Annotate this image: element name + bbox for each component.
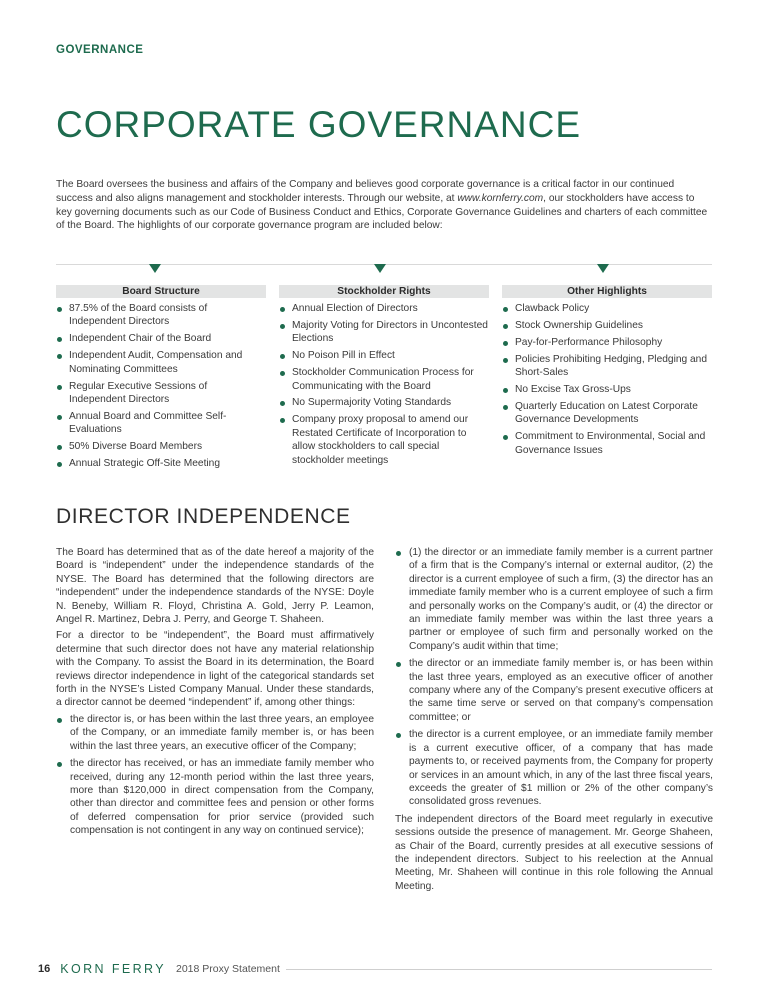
- intro-text-end: , our stockholders have access to key governing documents such as our Code of Business Conduct and Ethics, Corporate Governance Guidelines and charters of each committee of the Board. The highlights of our corporate governance program are included below:: [56, 192, 708, 232]
- list-item: Quarterly Education on Latest Corporate Governance Developments: [502, 400, 712, 427]
- list-item: 50% Diverse Board Members: [56, 440, 266, 453]
- page-footer: [38, 960, 712, 978]
- list-item: Independent Chair of the Board: [56, 332, 266, 345]
- list-item: Majority Voting for Directors in Uncontested Elections: [279, 319, 489, 346]
- section-label: GOVERNANCE: [56, 44, 144, 56]
- page-number: 16: [38, 963, 51, 975]
- list-item: Annual Strategic Off-Site Meeting: [56, 457, 266, 470]
- list-item: Stockholder Communication Process for Communicating with the Board: [279, 366, 489, 393]
- column-heading: Stockholder Rights: [279, 285, 489, 298]
- list-item: Independent Audit, Compensation and Nominating Committees: [56, 349, 266, 376]
- highlights-list: [279, 302, 489, 470]
- list-item: Annual Election of Directors: [279, 302, 489, 315]
- list-item: 87.5% of the Board consists of Independent Directors: [56, 302, 266, 329]
- criteria-list: [395, 546, 713, 809]
- highlights-list: [56, 302, 266, 474]
- list-item: Company proxy proposal to amend our Restated Certificate of Incorporation to allow stockholders to call special stockholder meetings: [279, 413, 489, 467]
- list-item: No Poison Pill in Effect: [279, 349, 489, 362]
- body-paragraph: The Board has determined that as of the date hereof a majority of the Board is “independent” under the independence standards of the NYSE. The Board has determined that the following directors are “independent” under the independence standards of the NYSE: Doyle N. Beneby, William R. Floyd, Christina A. Gold, Jerry P. Leamon, Angel R. Martinez, Debra J. Perry, and George T. Shaheen.: [56, 547, 374, 626]
- body-column-left: [56, 546, 374, 842]
- down-arrow-icon: [597, 264, 609, 273]
- body-paragraph: For a director to be “independent”, the Board must affirmatively determine that such director does not have any material relationship with the Company. To assist the Board in its determination, the Board reviews director independence in light of the categorical standards set forth in the NYSE’s Listed Company Manual. Under these standards, a director cannot be deemed “independent” if, among other things:: [56, 630, 374, 709]
- list-item: Stock Ownership Guidelines: [502, 319, 712, 332]
- list-item: Regular Executive Sessions of Independent Directors: [56, 380, 266, 407]
- intro-text-start: The Board oversees the business and affairs of the Company and believes good corporate governance is a critical factor in our continued success and also aligns management and stockholder interests. Through our website, at: [56, 179, 675, 204]
- list-item: Annual Board and Committee Self-Evaluations: [56, 410, 266, 437]
- list-item: No Supermajority Voting Standards: [279, 396, 489, 409]
- down-arrow-icon: [374, 264, 386, 273]
- list-item: (1) the director or an immediate family member is a current partner of a firm that is the Company’s internal or external auditor, (2) the director is a current employee of such a firm, (3) the director has an immediate family member who is a current employee of such a firm and personally works on the Company’s audit, or (4) the director or an immediate family member was within the last three years a partner or employee of such firm and personally worked on the Company’s audit within that time;: [395, 546, 713, 653]
- highlights-list: [502, 302, 712, 461]
- column-heading: Board Structure: [56, 285, 266, 298]
- list-item: the director has received, or has an immediate family member who received, during any 12-month period within the last three years, more than $120,000 in direct compensation from the Company, other than director and committee fees and pension or other forms of deferred compensation for prior service (provided such compensation is not contingent in any way on continued service);: [56, 757, 374, 837]
- footer-divider: [286, 969, 712, 970]
- intro-paragraph: [56, 178, 712, 233]
- section-heading-director-independence: DIRECTOR INDEPENDENCE: [56, 505, 351, 528]
- body-column-right: [395, 546, 713, 896]
- list-item: Commitment to Environmental, Social and Governance Issues: [502, 430, 712, 457]
- list-item: the director is a current employee, or an immediate family member is a current executive officer, of a company that has made payments to, or received payments from, the Company for property or services in an amount which, in any of the last three fiscal years, exceeds the greater of $1 million or 2% of the other company’s consolidated gross revenues.: [395, 728, 713, 808]
- website-link[interactable]: www.kornferry.com: [457, 192, 544, 204]
- brand-logo: KORN FERRY: [60, 962, 166, 976]
- list-item: the director is, or has been within the last three years, an employee of the Company, or an immediate family member is, or has been within the last three years, an executive officer of the Company;: [56, 713, 374, 753]
- down-arrow-icon: [149, 264, 161, 273]
- list-item: Pay-for-Performance Philosophy: [502, 336, 712, 349]
- list-item: No Excise Tax Gross-Ups: [502, 383, 712, 396]
- criteria-list: [56, 713, 374, 838]
- list-item: the director or an immediate family member is, or has been within the last three years, employed as an executive officer of another company where any of the Company’s present executive officers at the same time serve or served on that company’s compensation committee; or: [395, 657, 713, 724]
- list-item: Clawback Policy: [502, 302, 712, 315]
- list-item: Policies Prohibiting Hedging, Pledging and Short-Sales: [502, 353, 712, 380]
- page-title: CORPORATE GOVERNANCE: [56, 104, 582, 145]
- column-heading: Other Highlights: [502, 285, 712, 298]
- body-paragraph: The independent directors of the Board meet regularly in executive sessions outside the presence of management. Mr. George Shaheen, as Chair of the Board, currently presides at all executive sessions of the independent directors. Subject to his reelection at the Annual Meeting, Mr. Shaheen will continue in this role following the Annual Meeting.: [395, 813, 713, 892]
- document-name: 2018 Proxy Statement: [175, 963, 280, 975]
